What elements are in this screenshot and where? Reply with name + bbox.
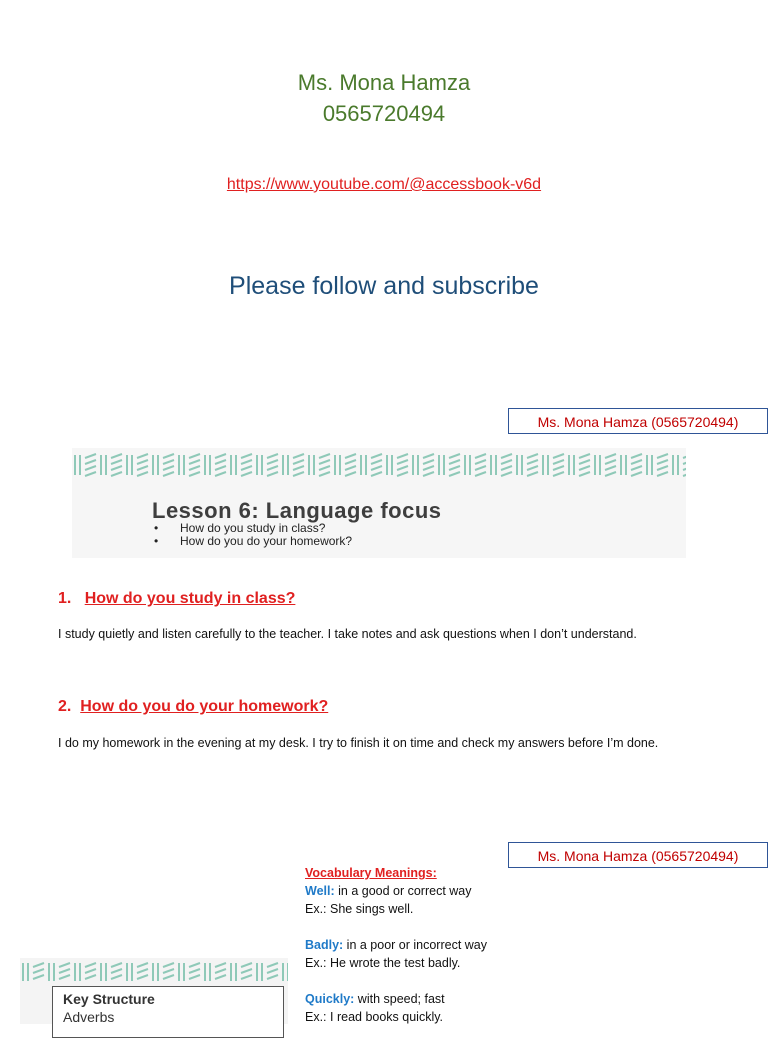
vocab-word: Badly: [305,938,344,952]
key-structure-box [52,986,284,1038]
vocab-meaning: in a good or correct way [334,884,472,898]
question-text: How do you study in class? [84,590,296,607]
author-name: Ms. Mona Hamza [297,70,471,95]
author-phone: 0565720494 [322,101,446,126]
decorative-pattern [20,960,288,984]
vocab-entry [305,882,487,900]
subscribe-heading: Please follow and subscribe [229,272,539,300]
decorative-pattern [72,450,686,480]
vocab-example: Ex.: He wrote the test badly. [305,956,461,970]
question-number: 1. [58,590,72,607]
key-structure-panel [20,958,288,1024]
vocab-title: Vocabulary Meanings: [305,866,437,880]
answer-2: I do my homework in the evening at my desk. I try to finish it on time and check my answers before I’m done. [58,736,659,750]
name-box: Ms. Mona Hamza (0565720494) [508,408,768,434]
vocab-meaning: with speed; fast [354,992,445,1006]
lesson-title: Lesson 6: Language focus [152,498,442,523]
question-text: How do you do your homework? [80,698,329,715]
lesson-bullet: • How do you study in class? [154,522,352,535]
question-number: 2. [58,698,72,715]
lesson-bullet: • How do you do your homework? [154,535,352,548]
youtube-link[interactable]: https://www.youtube.com/@accessbook-v6d [226,176,542,193]
vocab-word: Well: [305,884,335,898]
vocab-example: Ex.: She sings well. [305,902,414,916]
vocab-entry [305,990,487,1008]
lesson-bullets [154,522,352,548]
key-structure-subtitle: Adverbs [63,1009,115,1025]
lesson-banner [72,448,686,558]
vocabulary-section [305,864,487,1026]
question-2 [58,698,328,716]
question-1 [58,590,295,608]
name-box: Ms. Mona Hamza (0565720494) [508,842,768,868]
vocab-entry [305,936,487,954]
key-structure-title: Key Structure [63,991,155,1007]
vocab-meaning: in a poor or incorrect way [343,938,488,952]
vocab-example: Ex.: I read books quickly. [305,1010,444,1024]
vocab-word: Quickly: [305,992,355,1006]
answer-1: I study quietly and listen carefully to the teacher. I take notes and ask questions when I don’t understand. [58,627,637,641]
